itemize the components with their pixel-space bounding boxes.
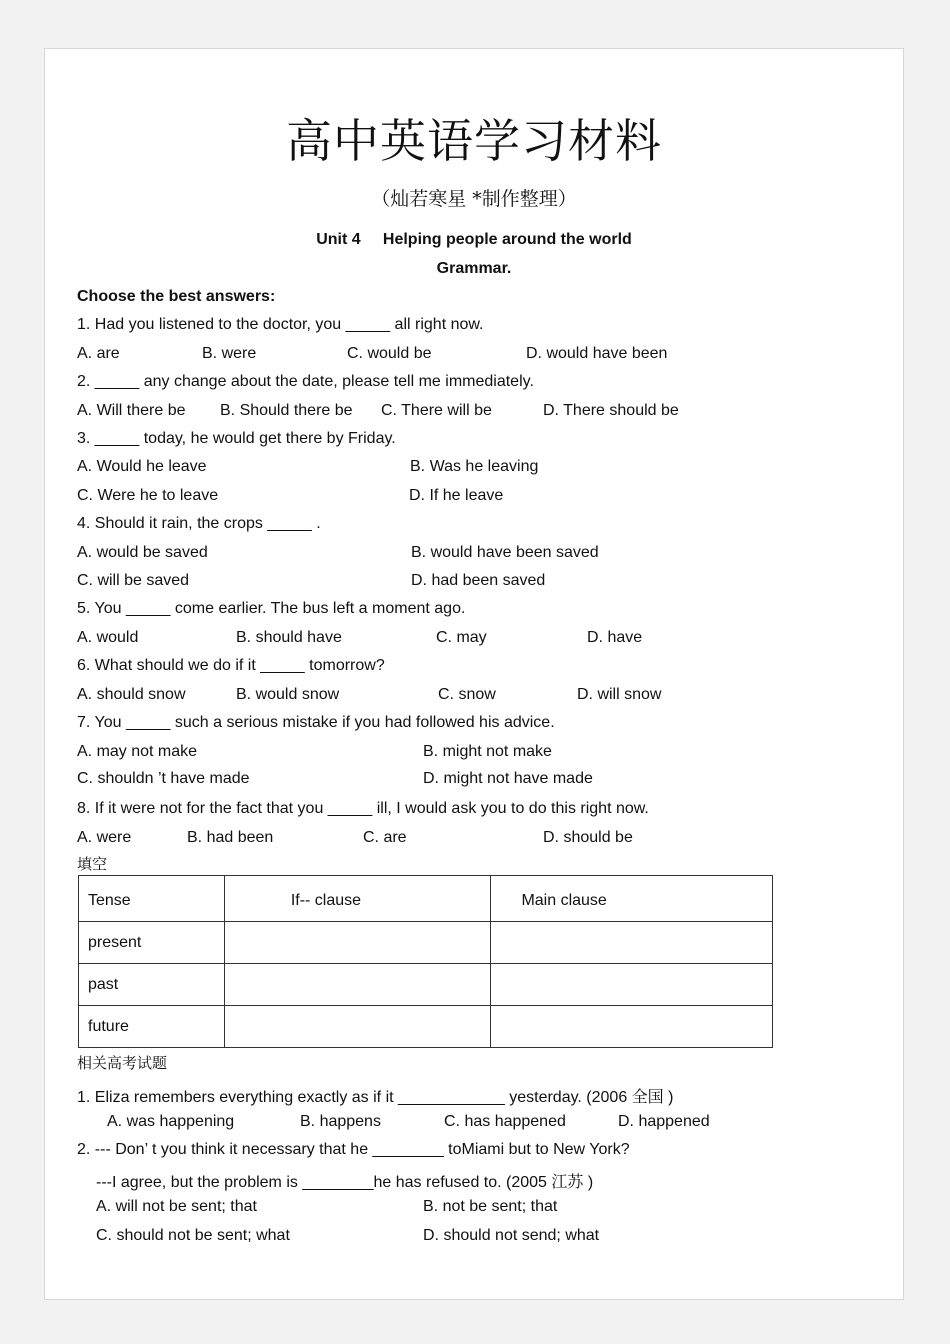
option-3b: B. Was he leaving — [410, 458, 539, 475]
option-1d: D. would have been — [526, 345, 668, 362]
option-4b: B. would have been saved — [411, 544, 599, 561]
exam-option-1a: A. was happening — [107, 1113, 235, 1130]
option-5a: A. would — [77, 629, 139, 646]
page-subtitle: （灿若寒星 *制作整理） — [371, 188, 577, 210]
table-header-cell: Main clause — [491, 876, 773, 922]
unit-heading — [45, 231, 903, 249]
document-page — [44, 48, 904, 1300]
table-header-row — [79, 876, 773, 922]
option-4c: C. will be saved — [77, 572, 190, 589]
table-row — [79, 922, 773, 964]
exam-section-label: 相关高考试题 — [77, 1054, 168, 1072]
option-7a: A. may not make — [77, 743, 198, 760]
table-header-cell: Tense — [79, 876, 225, 922]
option-8c: C. are — [363, 829, 407, 846]
table-cell-blank[interactable] — [491, 964, 773, 1006]
table-header-cell: If-- clause — [224, 876, 491, 922]
option-1b: B. were — [202, 345, 257, 362]
option-8d: D. should be — [543, 829, 633, 846]
option-6c: C. snow — [438, 686, 496, 703]
exam-question-1: 1. Eliza remembers everything exactly as if it ____________ yesterday. (2006 全国 ) — [77, 1089, 674, 1106]
fill-blank-label: 填空 — [77, 855, 108, 873]
option-4a: A. would be saved — [77, 544, 208, 561]
question-5: 5. You _____ come earlier. The bus left a moment ago. — [77, 600, 466, 617]
grammar-heading: Grammar. — [436, 260, 512, 277]
question-6: 6. What should we do if it _____ tomorrow? — [77, 657, 385, 674]
exam-option-1b: B. happens — [300, 1113, 381, 1130]
option-6b: B. would snow — [236, 686, 340, 703]
unit-name: Helping people around the world — [382, 231, 632, 248]
exam-question-2-reply: ---I agree, but the problem is ________he has refused to. (2005 江苏 ) — [96, 1174, 594, 1191]
option-2b: B. Should there be — [220, 402, 353, 419]
option-7d: D. might not have made — [423, 770, 593, 787]
exam-question-2: 2. --- Don’ t you think it necessary that he ________ toMiami but to New York? — [77, 1141, 630, 1158]
option-5b: B. should have — [236, 629, 342, 646]
question-1: 1. Had you listened to the doctor, you _____ all right now. — [77, 316, 484, 333]
exam-option-2d: D. should not send; what — [423, 1227, 600, 1244]
exam-option-1d: D. happened — [618, 1113, 710, 1130]
conditional-tense-table — [78, 875, 773, 1048]
table-cell: future — [79, 1006, 225, 1048]
option-2c: C. There will be — [381, 402, 492, 419]
option-8a: A. were — [77, 829, 132, 846]
option-6d: D. will snow — [577, 686, 662, 703]
option-5d: D. have — [587, 629, 643, 646]
unit-label: Unit 4 — [316, 231, 361, 248]
option-6a: A. should snow — [77, 686, 186, 703]
table-cell: past — [79, 964, 225, 1006]
option-3a: A. Would he leave — [77, 458, 207, 475]
question-3: 3. _____ today, he would get there by Friday. — [77, 430, 396, 447]
option-7c: C. shouldn ’t have made — [77, 770, 250, 787]
page-title: 高中英语学习材料 — [286, 114, 662, 168]
option-3c: C. Were he to leave — [77, 487, 219, 504]
table-cell-blank[interactable] — [224, 922, 491, 964]
question-7: 7. You _____ such a serious mistake if you had followed his advice. — [77, 714, 555, 731]
option-2a: A. Will there be — [77, 402, 186, 419]
table-row — [79, 964, 773, 1006]
table-cell-blank[interactable] — [224, 1006, 491, 1048]
question-2: 2. _____ any change about the date, please tell me immediately. — [77, 373, 534, 390]
exam-option-1c: C. has happened — [444, 1113, 566, 1130]
option-2d: D. There should be — [543, 402, 679, 419]
instructions: Choose the best answers: — [77, 288, 276, 305]
question-4: 4. Should it rain, the crops _____ . — [77, 515, 321, 532]
option-1a: A. are — [77, 345, 120, 362]
table-row — [79, 1006, 773, 1048]
option-7b: B. might not make — [423, 743, 552, 760]
table-cell-blank[interactable] — [224, 964, 491, 1006]
option-3d: D. If he leave — [409, 487, 504, 504]
question-8: 8. If it were not for the fact that you _____ ill, I would ask you to do this right now. — [77, 800, 649, 817]
table-cell-blank[interactable] — [491, 922, 773, 964]
option-1c: C. would be — [347, 345, 432, 362]
option-8b: B. had been — [187, 829, 274, 846]
exam-option-2a: A. will not be sent; that — [96, 1198, 257, 1215]
option-4d: D. had been saved — [411, 572, 546, 589]
table-cell: present — [79, 922, 225, 964]
exam-option-2c: C. should not be sent; what — [96, 1227, 290, 1244]
table-cell-blank[interactable] — [491, 1006, 773, 1048]
exam-option-2b: B. not be sent; that — [423, 1198, 558, 1215]
option-5c: C. may — [436, 629, 487, 646]
